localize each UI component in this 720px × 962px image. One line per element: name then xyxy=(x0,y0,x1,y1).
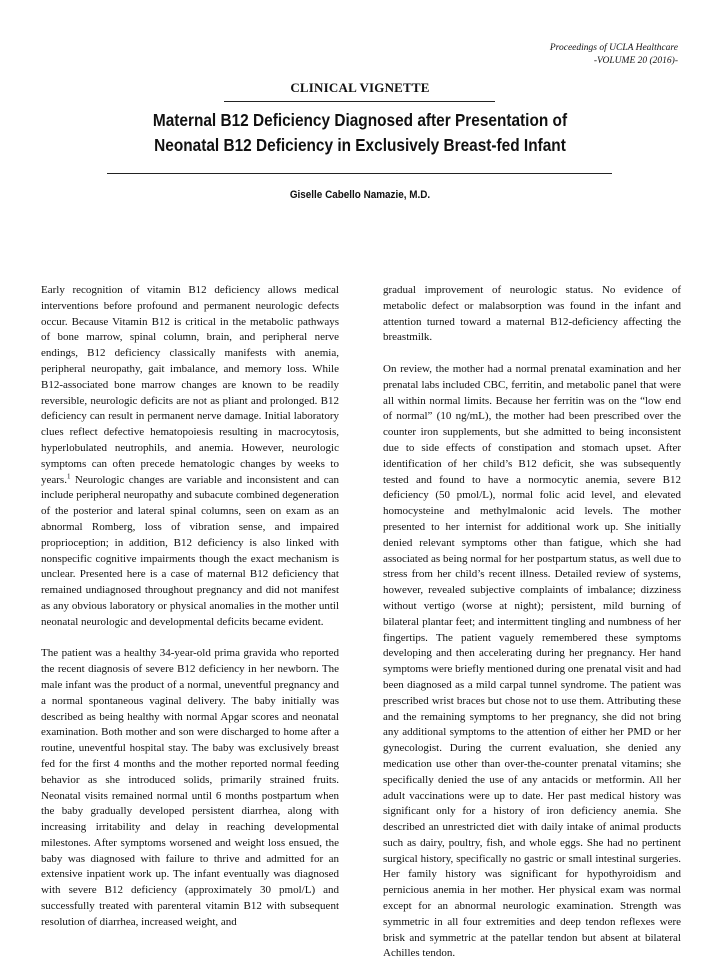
paragraph-introduction xyxy=(41,283,339,631)
author-name: Giselle Cabello Namazie, M.D. xyxy=(289,189,431,201)
title-line-1: Maternal B12 Deficiency Diagnosed after Presentation of xyxy=(152,110,568,130)
paragraph-case-continued: gradual improvement of neurologic status. No evidence of metabolic defect or malabsorption was found in the infant and attention turned toward a maternal B12-deficiency affecting the breastmilk. xyxy=(383,284,681,344)
body-column-right xyxy=(383,283,681,962)
journal-header xyxy=(550,42,678,68)
paragraph-case-presentation: The patient was a healthy 34-year-old prima gravida who reported the recent diagnosis of severe B12 deficiency in her newborn. The male infant was the product of a normal, uneventful pregnancy and a normal spontaneous vaginal delivery. The baby initially was described as being healthy with normal Apgar scores and neonatal examination. Both mother and son were discharged to home after a routine, uneventful hospital stay. The baby was exclusively breast fed for the first 4 months and the mother reported normal feeding behavior as she introduced solids, primarily strained fruits. Neonatal visits remained normal until 6 months postpartum when the baby gradually developed persistent diarrhea, along with increasing irritability and delay in reaching developmental milestones. After symptoms worsened and weight loss ensued, the baby was diagnosed with failure to thrive and admitted for an extensive inpatient work up. The infant eventually was diagnosed with severe B12 deficiency (approximately 30 pmol/L) and successfully treated with parenteral vitamin B12 with subsequent resolution of diarrhea, increased weight, and xyxy=(41,647,339,928)
journal-name: Proceedings of UCLA Healthcare xyxy=(549,43,678,53)
title-divider xyxy=(107,173,612,174)
intro-text-part-2: Neurologic changes are variable and inconsistent and can include peripheral neuropathy and subacute combined degeneration of the posterior and lateral spinal columns, seen on exam as an abnormal Romberg, loss of vibration sense, and impaired proprioception; in addition, B12 deficiency is also linked with nonspecific cognitive impairments though the exact mechanism is unclear. Presented here is a case of maternal B12 deficiency that remained undiagnosed throughout pregnancy and did not manifest as any obvious laboratory or physical anomalies in the mother until neonatal neurologic and developmental deficits became evident. xyxy=(41,473,339,628)
title-line-2: Neonatal B12 Deficiency in Exclusively Breast-fed Infant xyxy=(154,135,566,155)
body-column-left xyxy=(41,283,339,931)
intro-text-part-1: Early recognition of vitamin B12 deficiency allows medical interventions before profound and permanent neurologic defects occur. Because Vitamin B12 is critical in the metabolic pathways of bone marrow, spinal column, brain, and peripheral nerve endings, B12 deficiency classically manifests with anemia, peripheral neuropathy, gait imbalance, and memory loss. While B12-associated bone marrow changes are known to be readily reversible, neurologic deficits are not as pliant and prolonged. B12 deficiency can result in permanent nerve damage. Initial laboratory clues reflect defective hematopoiesis resulting in macrocytosis, hyperlobulated neutrophils, and anemia. However, neurologic symptoms can often precede hematologic changes by weeks to years. xyxy=(41,284,339,486)
article-title xyxy=(43,108,677,158)
paragraph-maternal-review: On review, the mother had a normal prenatal examination and her prenatal labs included CBC, ferritin, and metabolic panel that were all within normal limits. Because her ferritin was on the “low end of normal” (10 ng/mL), the mother had been prescribed over the counter iron supplements, but she admitted to being inconsistent due to side effects of constipation and stomach upset. After identification of her child’s B12 deficit, she was subsequently tested and found to have a normocytic anemia, severe B12 deficiency (50 pmol/L), normal folic acid level, and elevated homocysteine and methylmalonic acid levels. The mother presented to her internist for additional work up. She initially denied relevant symptoms other than fatigue, which she had associated as being normal for her postpartum status, as well due to stress from her child’s recent illness. Detailed review of systems, however, revealed subjective complaints of imbalance; dizziness without vertigo (worse at night); persistent, mild burning of bilateral plantar feet; and intermittent tingling and numbness of her fingertips. The patient vaguely remembered these symptoms developing and then accelerating during her pregnancy. Her hand symptoms were briefly mentioned during one prenatal visit and had been diagnosed as a mild carpal tunnel syndrome. The patient was prescribed wrist braces but chose not to use them. Attributing these and the remaining symptoms to her pregnancy, she did not bring any additional symptoms to the attention of either her PMD or her gynecologist. During the current evaluation, she denied any medication use other than over-the-counter prenatal vitamins; she specifically denied the use of any antacids or metformin. All her adult vaccinations were up to date. Her past medical history was significant only for a history of iron deficiency anemia. She described an unrestricted diet with daily intake of animal products such as dairy, poultry, fish, and whole eggs. She had no pertinent surgical history, specifically no gastric or small intestinal surgeries. Her family history was significant for hypothyroidism and pernicious anemia in her mother. Her physical exam was normal except for an abnormal neurologic examination. Strength was symmetric in all four extremities and deep tendon reflexes were brisk and symmetric at the patellar tendon but absent at bilateral Achilles tendon. xyxy=(383,362,681,960)
reference-marker: 1 xyxy=(66,471,71,480)
journal-volume: -VOLUME 20 (2016)- xyxy=(593,56,678,66)
section-label: CLINICAL VIGNETTE xyxy=(290,80,430,95)
section-divider xyxy=(224,101,495,102)
